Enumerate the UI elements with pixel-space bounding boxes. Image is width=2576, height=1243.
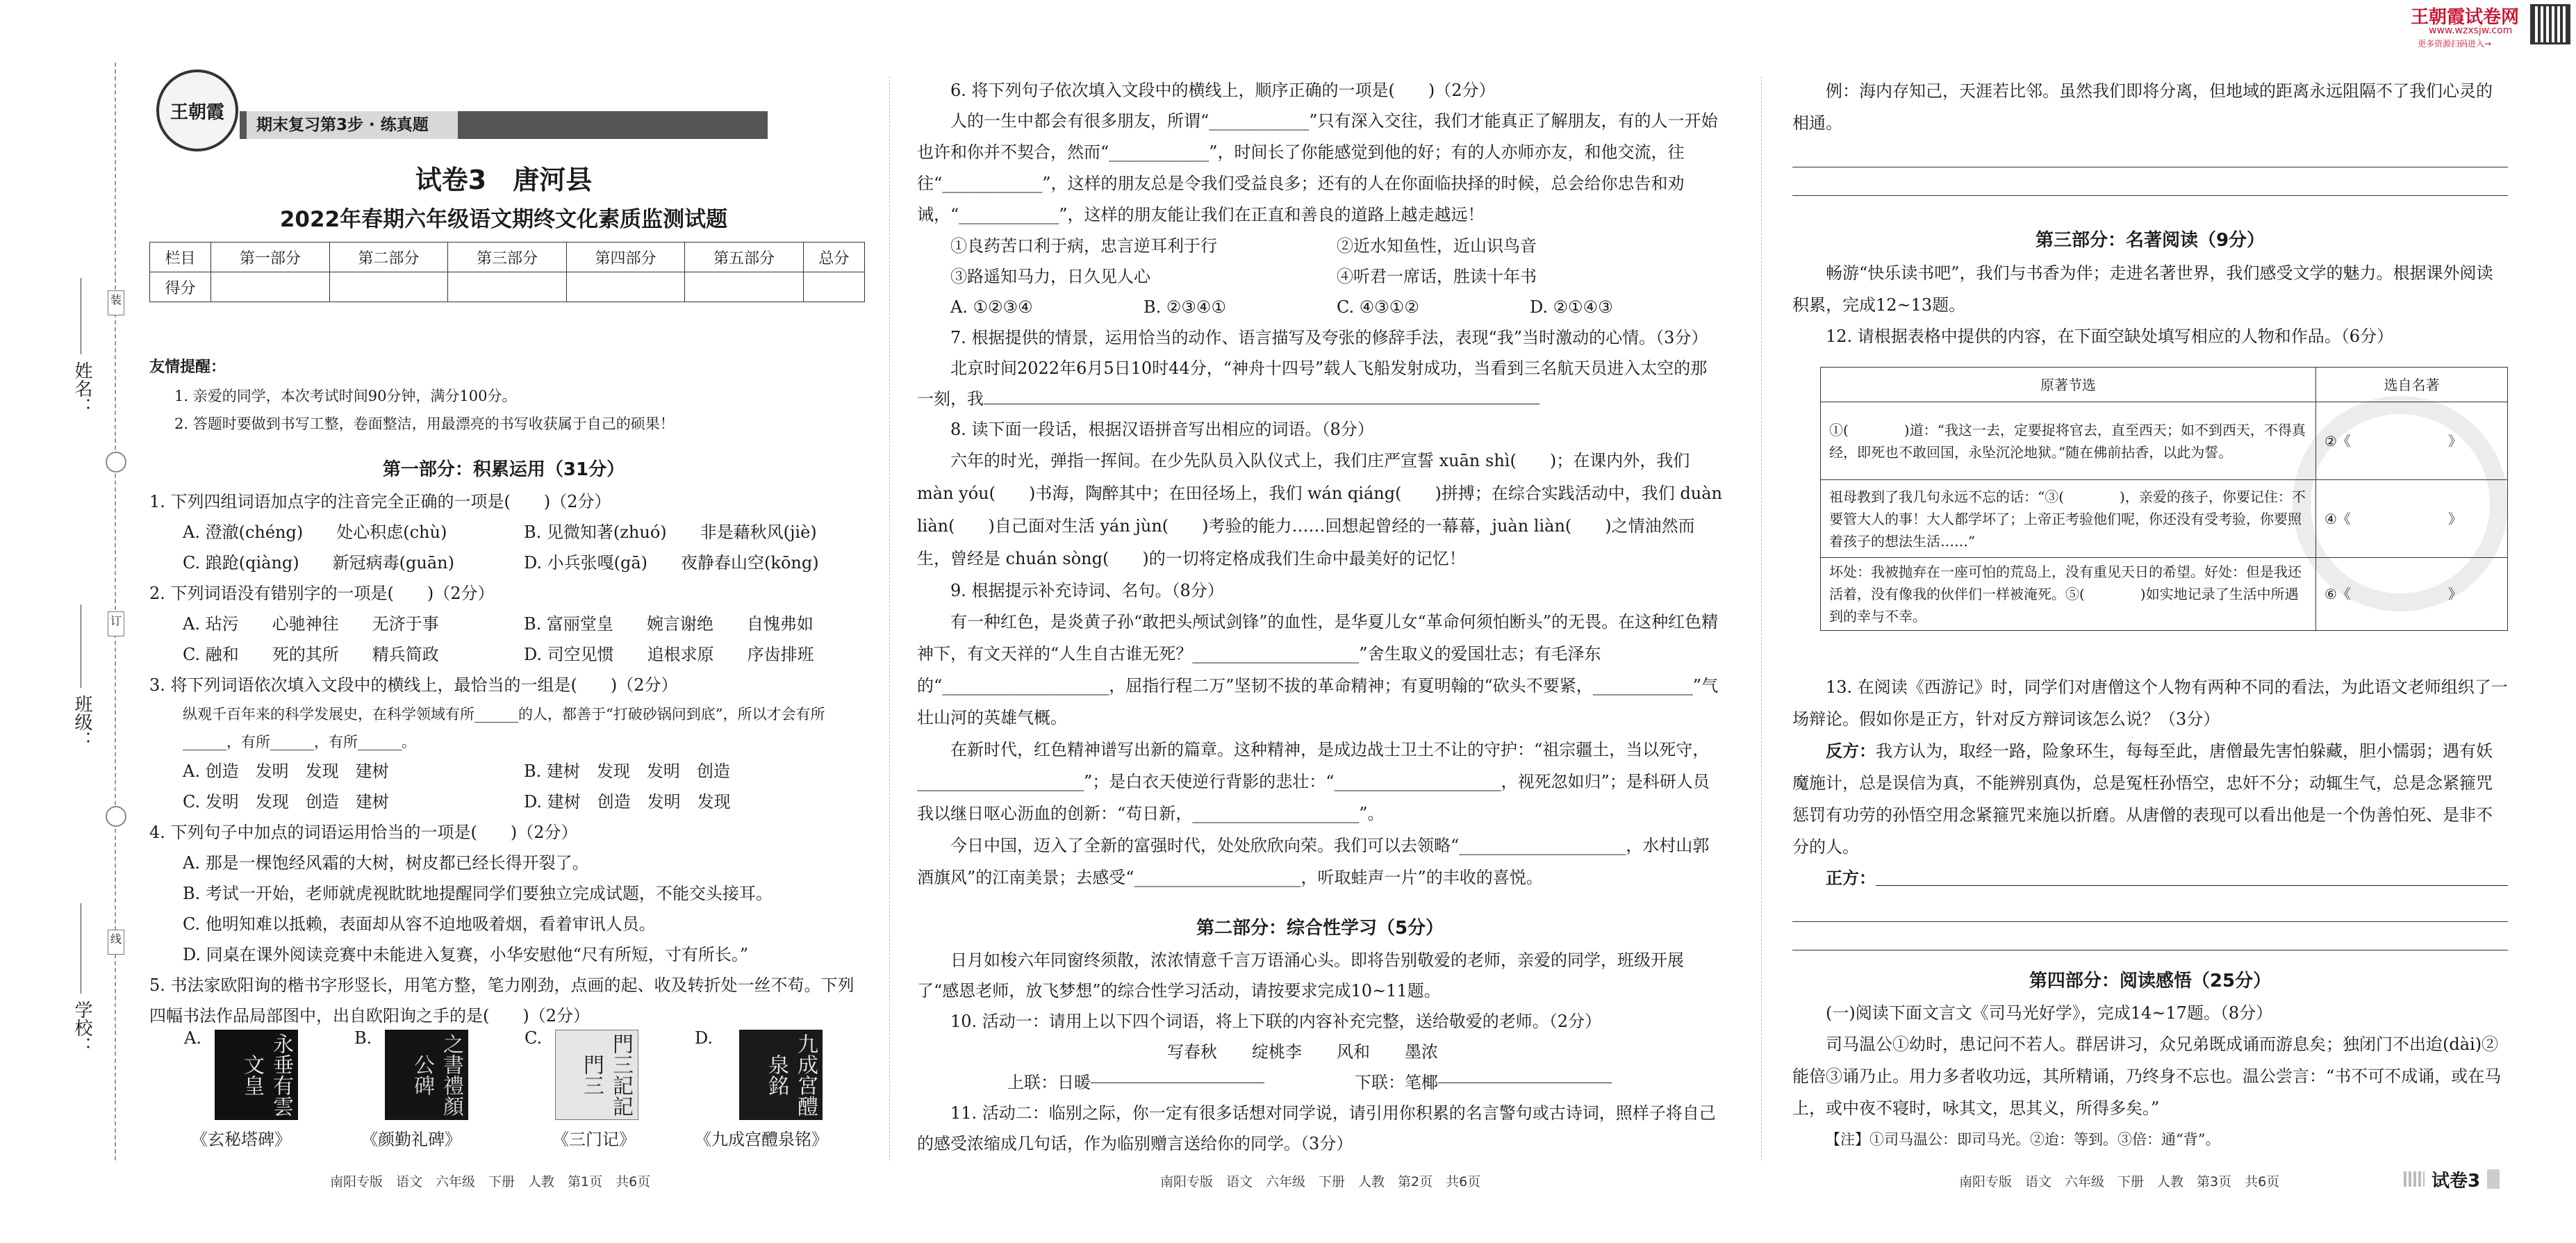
score-header-cell: 栏目	[150, 242, 211, 272]
calligraphy-image-a: 永垂有雲文皇	[215, 1030, 298, 1120]
q10-upper-label: 上联：日暖	[1007, 1073, 1091, 1092]
q1-option[interactable]: C. 踉跄(qiàng) 新冠病毒(guān)	[183, 553, 454, 573]
score-cell[interactable]	[566, 272, 685, 302]
q11-example: 例：海内存知己，天涯若比邻。虽然我们即将分离，但地域的距离永远阻隔不了我们心灵的相通。	[1792, 81, 2493, 133]
page-subtitle: 2022年春期六年级语文期终文化素质监测试题	[279, 207, 728, 232]
q10-lower-label: 下联：笔椰	[1355, 1073, 1438, 1092]
reminder-title: 友情提醒：	[149, 359, 226, 376]
logo-text: 王朝霞	[170, 101, 224, 123]
q11-answer-line[interactable]	[1792, 167, 2508, 196]
q2-stem: 2. 下列词语没有错别字的一项是( )（2分）	[149, 584, 495, 603]
q13-answer-line[interactable]	[1792, 894, 2508, 922]
q9-passage-1: 有一种红色，是炎黄子孙“敢把头颅试剑锋”的血性，是华夏儿女“革命何须怕断头”的无畏。在这种红色精神下，有文天祥的“人生自古谁无死？____________________”舍生取义的爱国壮志；有毛泽东的“____________________，屈指行程二万”坚韧不拔的革命精神；有夏明翰的“砍头不要紧，____________”气壮山河的英雄气概。	[917, 612, 1719, 727]
q3-option[interactable]: D. 建树 创造 发明 发现	[524, 792, 731, 812]
part3-title: 第三部分：名著阅读（9分）	[2035, 230, 2265, 251]
watermark-url: www.wzxsjw.com	[2429, 25, 2513, 36]
q1-option[interactable]: B. 见微知著(zhuó) 非是藉秋风(jiè)	[524, 522, 817, 542]
q12-book[interactable]: ②《 》	[2316, 402, 2508, 480]
q2-options	[149, 609, 865, 670]
q5-caption: 《颜勤礼碑》	[361, 1130, 461, 1149]
q8-stem: 8. 读下面一段话，根据汉语拼音写出相应的词语。（8分）	[950, 420, 1374, 439]
q6-passage: 人的一生中都会有很多朋友，所谓“____________”只有深入交往，我们才能真正了解朋友，有的人一开始也许和你并不契合，然而“____________”，时间长了你能感觉到他的好；有的人亦师亦友，和他交流，往往“____________”，这样的朋友总是令我们受益良多；还有的人在你面临抉择的时候，总会给你忠告和劝诫，“____________”，这样的朋友能让我们在正直和善良的道路上越走越远！	[917, 111, 1718, 224]
q6-option[interactable]: D. ②①④③	[1530, 297, 1613, 317]
q6-option[interactable]: B. ②③④①	[1143, 297, 1226, 317]
score-cell[interactable]	[685, 272, 804, 302]
school-label: 学校：	[72, 1001, 92, 1055]
part2-intro: 日月如梭六年同窗终须散，浓浓情意千言万语涌心头。即将告别敬爱的老师，亲爱的同学，班级开展了“感恩老师，放飞梦想”的综合性学习活动，请按要求完成10~11题。	[917, 950, 1684, 1001]
corner-tag-bar	[2404, 1171, 2425, 1187]
q6-option[interactable]: C. ④③①②	[1337, 297, 1419, 317]
q1-options	[149, 517, 865, 578]
score-cell[interactable]	[211, 272, 330, 302]
column-divider	[1761, 76, 1762, 1160]
q5-caption: 《九成宫醴泉铭》	[695, 1130, 828, 1149]
q9-passage-2: 在新时代，红色精神谱写出新的篇章。这种精神，是成边战士卫土不让的守护：“祖宗疆土，当以死守，____________________”；是白衣天使逆行背影的悲壮：“____________________，视死忽如归”；是科研人员我以继日呕心沥血的创新：“苟日新，____________________”。	[917, 740, 1710, 823]
q5-letter[interactable]: D.	[695, 1028, 713, 1048]
q11-stem: 11. 活动二：临别之际，你一定有很多话想对同学说，请引用你积累的名言警句或古诗词，照样子将自己的感受浓缩成几句话，作为临别赠言送给你的同学。（3分）	[917, 1103, 1716, 1153]
binding-mark-xian: 线	[108, 930, 124, 955]
q12-excerpt[interactable]: 坏处：我被抛弃在一座可怕的荒岛上，没有重见天日的希望。好处：但是我还活着，没有像我的伙伴们一样被淹死。⑤( )如实地记录了生活中所遇到的幸与不幸。	[1821, 558, 2316, 631]
q5-letter[interactable]: C.	[525, 1028, 543, 1048]
q5-calligraphy-row	[184, 1023, 865, 1148]
part4-title: 第四部分：阅读感悟（25分）	[2029, 971, 2272, 991]
q13-answer-line[interactable]	[1792, 922, 2508, 950]
q7-passage-text: 北京时间2022年6月5日10时44分，“神舟十四号”载人飞船发射成功，当看到三名航天员进入太空的那一刻，我	[917, 359, 1708, 409]
part3-intro: 畅游“快乐读书吧”，我们与书香为伴；走进名著世界，我们感受文学的魅力。根据课外阅读积累，完成12~13题。	[1792, 263, 2493, 315]
page-footer: 南阳专版 语文 六年级 下册 人教 第1页 共6页	[330, 1174, 651, 1190]
q12-col-header: 选自名著	[2316, 368, 2508, 402]
column-divider	[889, 76, 890, 1160]
q4-option[interactable]: A. 那是一棵饱经风霜的大树，树皮都已经长得开裂了。	[183, 853, 589, 873]
q10-word: 写春秋	[1167, 1042, 1217, 1062]
score-header-cell: 第五部分	[685, 242, 804, 272]
q12-book[interactable]: ④《 》	[2316, 480, 2508, 558]
q3-passage: 纵观千百年来的科学发展史，在科学领域有所______的人，都善于“打破砂锅问到底”，所以才会有所______，有所______，有所______。	[183, 706, 825, 750]
corner-tag	[2404, 1167, 2508, 1191]
q9-passage-3: 今日中国，迈入了全新的富强时代，处处欣欣向荣。我们可以去领略“____________________，水村山郭酒旗风”的江南美景；去感受“____________________，听取蛙声一片”的丰收的喜悦。	[917, 836, 1710, 887]
score-header-cell: 第四部分	[566, 242, 685, 272]
q11-answer-line[interactable]	[1792, 139, 2508, 167]
q1-option[interactable]: A. 澄澈(chéng) 处心积虑(chù)	[183, 522, 447, 542]
q12-excerpt[interactable]: 祖母教到了我几句永远不忘的话：“③( )，亲爱的孩子，你要记住：不要管大人的事！大人都学坏了；上帝正考验他们呢，你还没有受考验，你要照着孩子的想法生活……”	[1821, 480, 2316, 558]
q13-con-label: 反方：	[1826, 741, 1876, 761]
reminder-item: 2. 答题时要做到书写工整，卷面整洁，用最漂亮的书写收获属于自己的硕果！	[174, 415, 675, 432]
part2-title: 第二部分：综合性学习（5分）	[1196, 918, 1444, 939]
q5-caption: 《三门记》	[552, 1130, 636, 1149]
q3-option[interactable]: A. 创造 发明 发现 建树	[183, 762, 389, 781]
q6-item: ①良药苦口利于病，忠言逆耳利于行	[950, 236, 1217, 256]
q4-option[interactable]: C. 他明知难以抵赖，表面却从容不迫地吸着烟，看着审讯人员。	[183, 914, 656, 934]
reading1-note: 【注】①司马温公：即司马光。②迨：等到。③倍：通“背”。	[1826, 1131, 2220, 1148]
calligraphy-image-b: 之書禮顏公碑	[385, 1030, 468, 1120]
q12-table	[1820, 367, 2508, 631]
score-cell[interactable]	[803, 272, 864, 302]
q12-book[interactable]: ⑥《 》	[2316, 558, 2508, 631]
q13-pro	[1792, 863, 2508, 894]
hole-marker	[106, 806, 126, 827]
q10-stem: 10. 活动一：请用上以下四个词语，将上下联的内容补充完整，送给敬爱的老师。（2分）	[950, 1012, 1602, 1031]
score-table	[149, 242, 865, 302]
q1-option[interactable]: D. 小兵张嘎(gā) 夜静春山空(kōng)	[524, 553, 819, 573]
q6-item: ②近水知鱼性，近山识鸟音	[1337, 236, 1537, 256]
corner-tag-text: 试卷3	[2431, 1170, 2481, 1192]
q5-letter[interactable]: B.	[354, 1028, 372, 1048]
q1-stem: 1. 下列四组词语加点字的注音完全正确的一项是( )（2分）	[149, 492, 611, 511]
q6-options	[917, 292, 1723, 322]
binding-mark-ding: 订	[108, 611, 124, 636]
q3-option[interactable]: B. 建树 发现 发明 创造	[524, 762, 730, 781]
q5-stem: 5. 书法家欧阳询的楷书字形竖长，用笔方整，笔力刚劲，点画的起、收及转折处一丝不苟。下列四幅书法作品局部图中，出自欧阳询之手的是( )（2分）	[149, 976, 854, 1026]
q13-pro-line[interactable]	[1876, 863, 2508, 886]
q5-letter[interactable]: A.	[184, 1028, 201, 1048]
class-label: 班级：	[72, 695, 92, 749]
watermark	[2411, 3, 2574, 51]
q2-option[interactable]: C. 融和 死的其所 精兵简政	[183, 645, 439, 664]
score-header-cell: 第二部分	[329, 242, 448, 272]
score-cell[interactable]	[448, 272, 567, 302]
q13-con-text: 我方认为，取经一路，险象环生，每每至此，唐僧最先害怕躲藏，胆小懦弱；遇有妖魔施计，总是误信为真，不能辨别真伪，总是冤枉孙悟空，忠奸不分；动辄生气，总是念紧箍咒惩罚有功劳的孙悟空用念紧箍咒来施以折磨。从唐僧的表现可以看出他是一个伪善怕死、是非不分的人。	[1792, 741, 2493, 857]
q10-word: 绽桃李	[1252, 1042, 1302, 1062]
q12-excerpt[interactable]: ①( )道：“我这一去，定要捉将官去，直至西天；如不到西天，不得真经，即死也不敢回国，永坠沉沦地狱。”随在佛前拈香，以此为誓。	[1821, 402, 2316, 480]
q13-stem: 13. 在阅读《西游记》时，同学们对唐僧这个人物有两种不同的看法，为此语文老师组织了一场辩论。假如你是正方，针对反方辩词该怎么说？（3分）	[1792, 677, 2508, 729]
q13-pro-label: 正方：	[1826, 869, 1876, 888]
part1-title: 第一部分：积累运用（31分）	[382, 459, 625, 480]
corner-tag-block	[2487, 1169, 2500, 1189]
q10-upper-line[interactable]	[1091, 1067, 1264, 1083]
calligraphy-image-d: 九成宮醴泉銘	[739, 1030, 823, 1120]
q2-option[interactable]: A. 玷污 心驰神往 无济于事	[183, 614, 439, 634]
score-header-cell: 第一部分	[211, 242, 330, 272]
q2-option[interactable]: D. 司空见惯 追根求原 序齿排班	[524, 645, 814, 664]
name-label: 姓名：	[72, 361, 92, 415]
page-footer: 南阳专版 语文 六年级 下册 人教 第2页 共6页	[1160, 1174, 1481, 1190]
binding-mark-zhuang: 装	[108, 290, 124, 315]
q10-word: 风和	[1337, 1042, 1370, 1062]
q3-stem: 3. 将下列词语依次填入文段中的横线上，最恰当的一组是( )（2分）	[149, 675, 678, 695]
stage-label: 期末复习第3步 · 练真题	[247, 111, 458, 139]
score-row-label: 得分	[150, 272, 211, 302]
q3-option[interactable]: C. 发明 发现 创造 建树	[183, 792, 389, 812]
q6-stem: 6. 将下列句子依次填入文段中的横线上，顺序正确的一项是( )（2分）	[950, 81, 1496, 100]
q12-stem: 12. 请根据表格中提供的内容，在下面空缺处填写相应的人物和作品。（6分）	[1826, 327, 2394, 346]
q10-couplet	[917, 1067, 1723, 1098]
q6-item: ③路遥知马力，日久见人心	[950, 267, 1150, 286]
reading1-text: 司马温公①幼时，患记问不若人。群居讲习，众兄弟既成诵而游息矣；独闭门不出迨(dài)②能倍③诵乃止。用力多者收功远，其所精诵，乃终身不忘也。温公尝言：“书不可不成诵，或在马上，或中夜不寝时，咏其文，思其义，所得多矣。”	[1792, 1035, 2502, 1118]
q10-words	[917, 1037, 1723, 1067]
q4-stem: 4. 下列句子中加点的词语运用恰当的一项是( )（2分）	[149, 823, 578, 842]
q6-item: ④听君一席话，胜读十年书	[1337, 267, 1537, 286]
score-header-cell: 总分	[803, 242, 864, 272]
q10-lower-line[interactable]	[1438, 1067, 1612, 1083]
page-footer: 南阳专版 语文 六年级 下册 人教 第3页 共6页	[1959, 1174, 2280, 1190]
q9-stem: 9. 根据提示补充诗词、名句。（8分）	[950, 581, 1224, 600]
score-header-cell: 第三部分	[448, 242, 567, 272]
q12-col-header: 原著节选	[1821, 368, 2316, 402]
qr-code-icon	[2530, 4, 2570, 44]
logo-badge	[156, 69, 238, 151]
q13-con	[1792, 735, 2508, 863]
q3-options	[149, 756, 865, 817]
q7-answer-line[interactable]	[984, 388, 1539, 404]
q2-option[interactable]: B. 富丽堂皇 婉言谢绝 自愧弗如	[524, 614, 814, 634]
q6-option[interactable]: A. ①②③④	[950, 297, 1033, 317]
hole-marker	[106, 452, 126, 472]
page-title: 试卷3 唐河县	[415, 165, 593, 195]
q6-items	[917, 231, 1723, 292]
q8-passage: 六年的时光，弹指一挥间。在少先队员入队仪式上，我们庄严宣誓 xuān shì( )；在课内外，我们 màn yóu( )书海，陶醉其中；在田径场上，我们 wán qiáng( )拼搏；在综合实践活动中，我们 duàn liàn( )自己面对生活 yán jùn( )考验的能力……回想起曾经的一幕幕，juàn liàn( )之情油然而生，曾经是 chuán sòng( )的一切将定格成我们生命中最美好的记忆！	[917, 451, 1723, 568]
score-cell[interactable]	[329, 272, 448, 302]
q7-passage	[917, 353, 1723, 414]
reminder-item: 1. 亲爱的同学，本次考试时间90分钟，满分100分。	[174, 388, 517, 404]
q10-word: 墨浓	[1405, 1042, 1438, 1062]
watermark-brand: 王朝霞试卷网	[2411, 7, 2520, 28]
q7-stem: 7. 根据提供的情景，运用恰当的动作、语言描写及夸张的修辞手法，表现“我”当时激动的心情。（3分）	[950, 328, 1708, 347]
calligraphy-image-c: 門三記記門三	[555, 1030, 638, 1120]
q4-option[interactable]: B. 考试一开始，老师就虎视眈眈地提醒同学们要独立完成试题，不能交头接耳。	[183, 884, 773, 903]
q4-option[interactable]: D. 同桌在课外阅读竞赛中未能进入复赛，小华安慰他“尺有所短，寸有所长。”	[183, 945, 749, 964]
watermark-tag: 更多资源扫码进入→	[2418, 39, 2492, 49]
q5-caption: 《玄秘塔碑》	[191, 1130, 291, 1149]
reading1-intro: (一)阅读下面文言文《司马光好学》，完成14~17题。（8分）	[1826, 1003, 2273, 1023]
